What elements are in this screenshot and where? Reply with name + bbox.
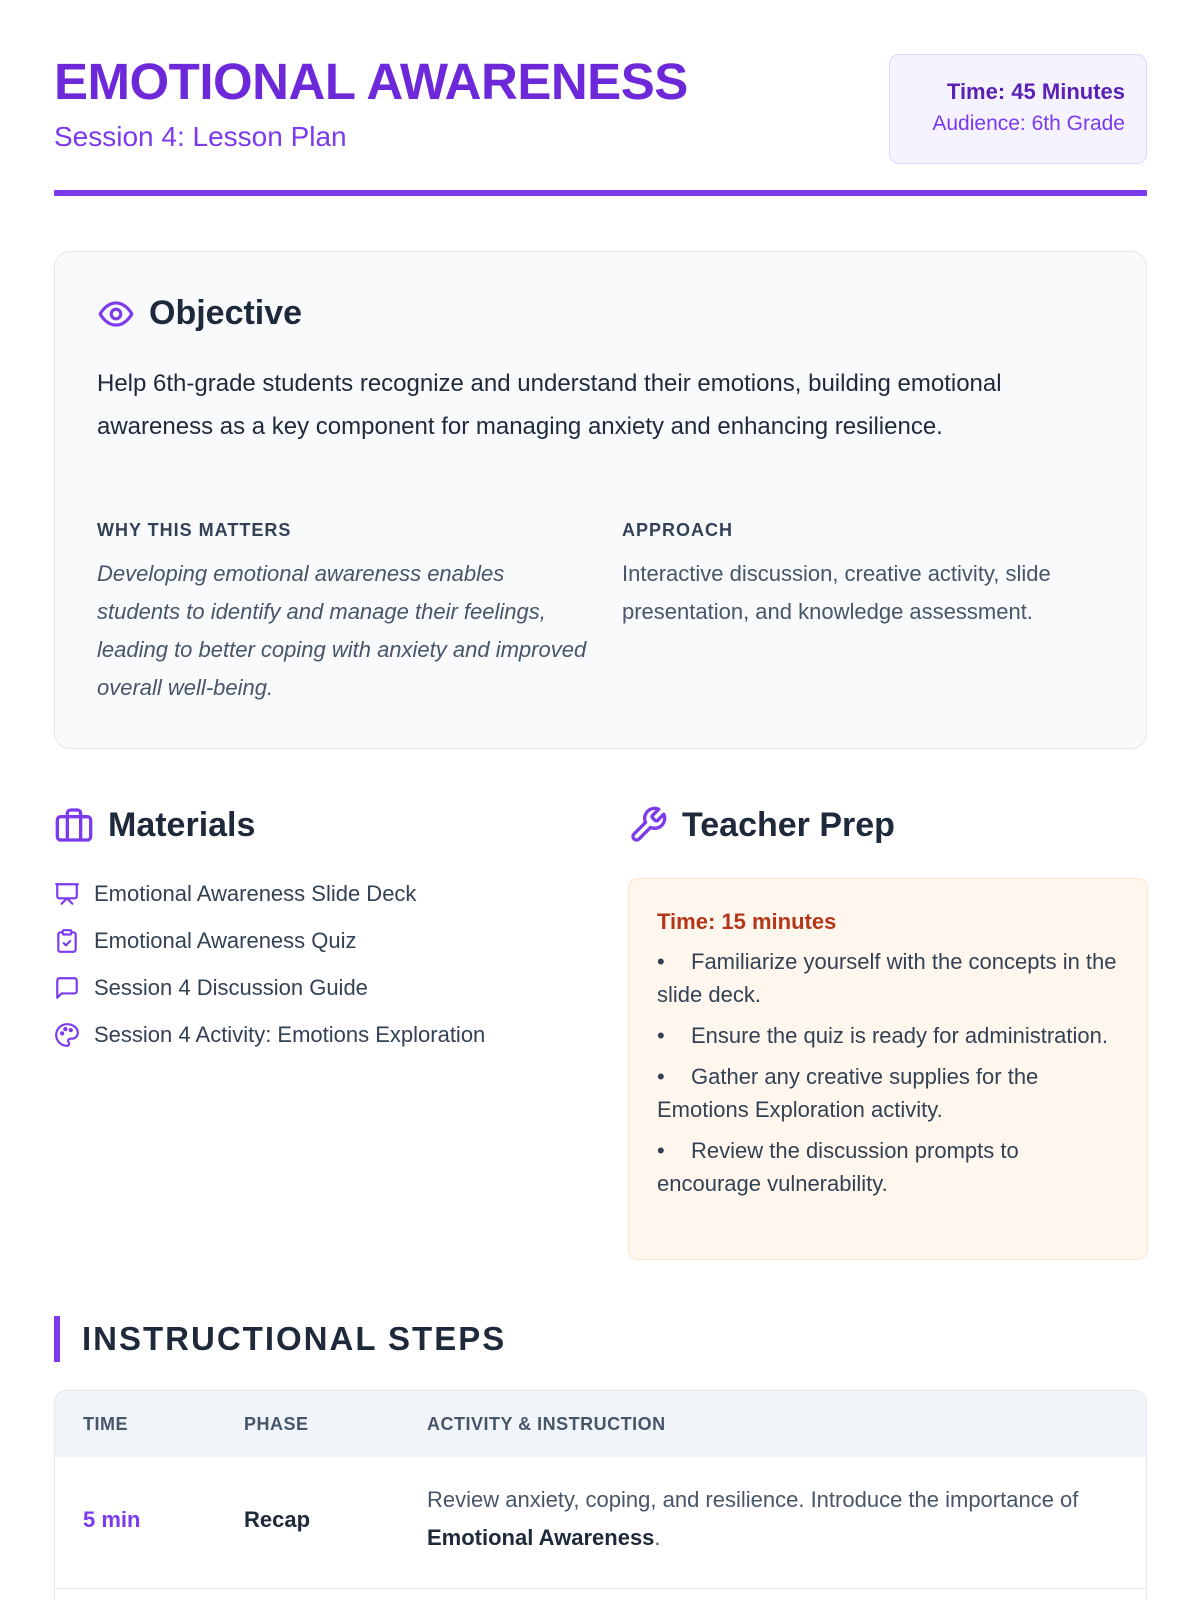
bullet-icon: • xyxy=(657,1023,665,1048)
teacher-prep-heading-row xyxy=(628,805,895,845)
material-label: Emotional Awareness Quiz xyxy=(94,927,357,953)
header xyxy=(54,50,1147,200)
step-activity-bold: Emotional Awareness xyxy=(427,1525,655,1550)
prep-item xyxy=(657,945,1123,1011)
step-time: 5 min xyxy=(83,1507,141,1532)
objective-heading-row xyxy=(97,294,302,333)
clipboard-check-icon xyxy=(54,928,80,954)
teacher-prep-card xyxy=(628,878,1148,1260)
material-label: Emotional Awareness Slide Deck xyxy=(94,880,417,906)
column-header-phase: PHASE xyxy=(244,1413,309,1434)
prep-list xyxy=(657,945,1123,1200)
wrench-icon xyxy=(628,805,668,845)
material-item xyxy=(54,1011,485,1058)
approach xyxy=(622,520,1102,631)
prep-item xyxy=(657,1134,1123,1200)
meta-box xyxy=(889,54,1147,164)
prep-time: Time: 15 minutes xyxy=(657,909,837,934)
materials-heading-row xyxy=(54,805,255,845)
steps-accent-bar xyxy=(54,1316,60,1362)
lesson-plan-page xyxy=(54,0,1147,1600)
table-header xyxy=(55,1391,1146,1457)
step-activity xyxy=(427,1481,1127,1557)
prep-item xyxy=(657,1019,1123,1052)
materials-list xyxy=(54,870,485,1058)
meta-audience: Audience: 6th Grade xyxy=(932,112,1125,135)
header-divider xyxy=(54,190,1147,196)
meta-time: Time: 45 Minutes xyxy=(946,79,1125,104)
material-item xyxy=(54,870,485,917)
step-activity-end: . xyxy=(654,1525,661,1550)
approach-label: APPROACH xyxy=(622,520,734,540)
objective-text: Help 6th-grade students recognize and understand their emotions, building emotional awareness as a key component for managing anxiety and enhancing resilience. xyxy=(97,370,1002,440)
column-header-activity: ACTIVITY & INSTRUCTION xyxy=(427,1413,666,1434)
material-label: Session 4 Discussion Guide xyxy=(94,974,368,1000)
page-title: EMOTIONAL AWARENESS xyxy=(54,53,688,110)
steps-heading: INSTRUCTIONAL STEPS xyxy=(82,1320,507,1357)
column-header-time: TIME xyxy=(83,1413,128,1434)
why-label: WHY THIS MATTERS xyxy=(97,520,292,540)
steps-heading-row xyxy=(54,1316,506,1362)
briefcase-icon xyxy=(54,805,94,845)
prep-item-text: Familiarize yourself with the concepts in the slide deck. xyxy=(657,949,1117,1007)
prep-item xyxy=(657,1060,1123,1126)
page-subtitle: Session 4: Lesson Plan xyxy=(54,121,347,152)
step-activity-text: Review anxiety, coping, and resilience. Introduce the importance of xyxy=(427,1487,1079,1512)
bullet-icon: • xyxy=(657,1138,665,1163)
bullet-icon: • xyxy=(657,1064,665,1089)
material-label: Session 4 Activity: Emotions Exploration xyxy=(94,1021,486,1047)
why-text: Developing emotional awareness enables students to identify and manage their feelings, leading to better coping with anxiety and improved overall well-being. xyxy=(97,561,587,700)
bullet-icon: • xyxy=(657,949,665,974)
chat-bubble-icon xyxy=(54,975,80,1001)
eye-icon xyxy=(97,295,135,333)
table-row xyxy=(55,1457,1146,1589)
prep-item-text: Gather any creative supplies for the Emotions Exploration activity. xyxy=(657,1064,1039,1122)
why-this-matters xyxy=(97,520,587,707)
material-item xyxy=(54,917,485,964)
material-item xyxy=(54,964,485,1011)
objective-card xyxy=(54,251,1147,749)
palette-icon xyxy=(54,1022,80,1048)
step-phase: Recap xyxy=(244,1507,311,1532)
teacher-prep-heading: Teacher Prep xyxy=(682,805,895,844)
prep-item-text: Review the discussion prompts to encourage vulnerability. xyxy=(657,1138,1019,1196)
materials-heading: Materials xyxy=(108,805,256,844)
presentation-icon xyxy=(54,881,80,907)
prep-item-text: Ensure the quiz is ready for administration. xyxy=(691,1023,1108,1048)
steps-table xyxy=(54,1390,1147,1600)
approach-text: Interactive discussion, creative activity, slide presentation, and knowledge assessment. xyxy=(622,561,1051,624)
objective-heading: Objective xyxy=(149,294,303,332)
